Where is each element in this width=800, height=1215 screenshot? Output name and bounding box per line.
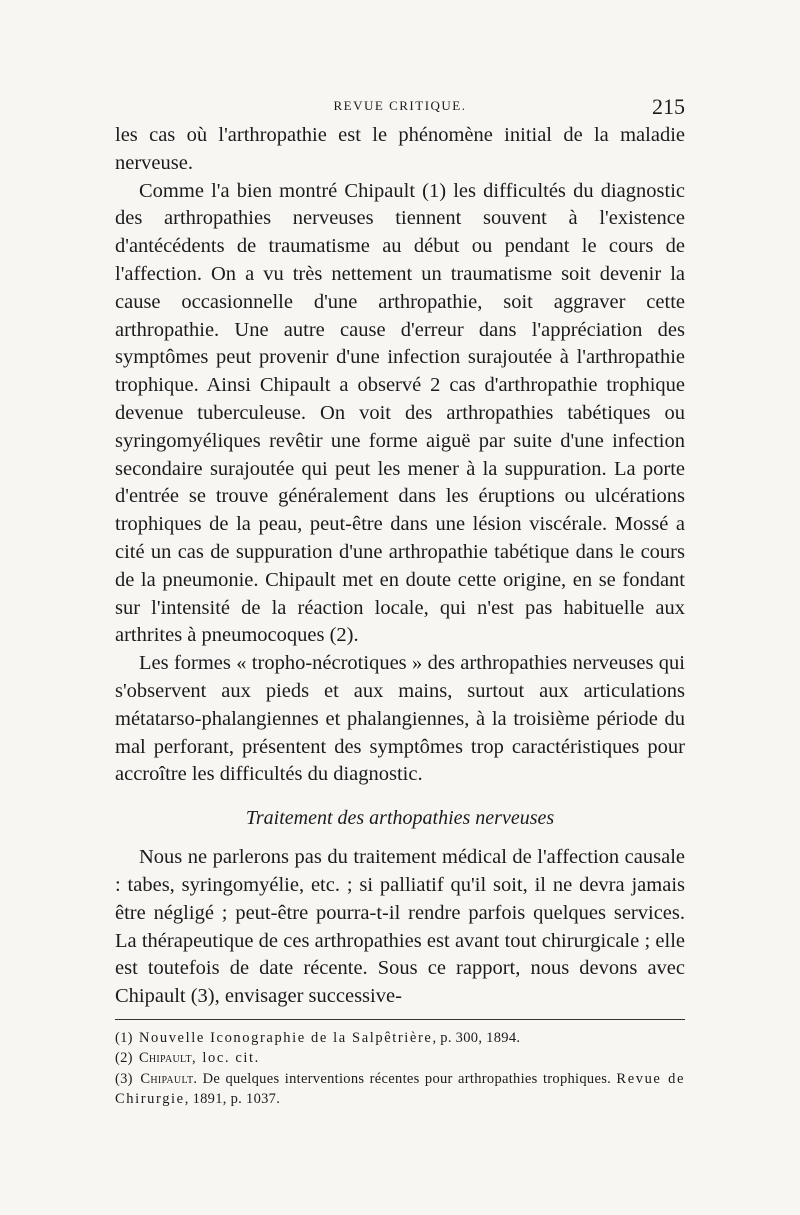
body-text-continued [115, 844, 685, 1011]
footnote-number: (1) [115, 1029, 133, 1046]
footnotes [115, 1019, 685, 1110]
page-number: 215 [652, 94, 685, 119]
footnote-text: . De quelques interventions récentes pour arthropathies trophiques. [193, 1070, 617, 1087]
footnote [115, 1069, 685, 1110]
paragraph: Nous ne parlerons pas du traitement médical de l'affection causale : tabes, syringomyélie, etc. ; si palliatif qu'il soit, il ne devra jamais être négligé ; peut-être pourra-t-il rendre parfois quelques services. La thérapeutique de ces arthropathies est avant tout chirurgicale ; elle est toutefois de date récente. Sous ce rapport, nous devons avec Chipault (3), envisager successive- [115, 846, 685, 1008]
paragraph: les cas où l'arthropathie est le phénomène initial de la maladie nerveuse. [115, 124, 685, 174]
footnote-text: , loc. cit. [191, 1050, 260, 1067]
footnote-author: Chipault [138, 1050, 192, 1067]
footnote-author: Chipault [140, 1070, 194, 1087]
paragraph: Comme l'a bien montré Chipault (1) les difficultés du diagnostic des arthropathies nerveuses tiennent souvent à l'existence d'antécédents de traumatisme au début ou pendant le cours de l'affection. On a vu très nettement un traumatisme soit devenir la cause occasionnelle d'une arthropathie, soit aggraver cette arthropathie. Une autre cause d'erreur dans l'appréciation des symptômes peut provenir d'une infection surajoutée à l'arthropathie trophique. Ainsi Chipault a observé 2 cas d'arthropathie trophique devenue tuberculeuse. On voit des arthropathies tabétiques ou syringomyéliques revêtir une forme aiguë par suite d'une infection secondaire surajoutée qui peut les mener à la suppuration. La porte d'entrée se trouve généralement dans les éruptions ou ulcérations trophiques de la peau, peut-être dans une lésion viscérale. Mossé a cité un cas de suppuration d'une arthropathie tabétique dans le cours de la pneumonie. Chipault met en doute cette origine, en se fondant sur l'intensité de la réaction locale, qui n'est pas habituelle aux arthrites à pneumocoques (2). [115, 179, 685, 647]
footnote [115, 1028, 685, 1049]
footnote-source-title: Nouvelle Iconographie de la Salpêtrière [138, 1029, 433, 1046]
body-text [115, 122, 685, 789]
section-title: Traitement des arthopathies nerveuses [245, 807, 555, 830]
footnote-number: (2) [115, 1050, 133, 1067]
running-head: REVUE CRITIQUE. [333, 98, 467, 113]
footnote-text: , p. 300, 1894. [432, 1029, 521, 1046]
footnote-text: , 1891, p. 1037. [184, 1091, 281, 1108]
footnote-source-title: Revue de Chirurgie [115, 1070, 685, 1108]
page [115, 94, 685, 1110]
footnote [115, 1048, 685, 1069]
footnote-number: (3) [115, 1070, 133, 1087]
paragraph: Les formes « tropho-nécrotiques » des arthropathies nerveuses qui s'observent aux pieds et aux mains, surtout aux articulations métatarso-phalangiennes et phalangiennes, à la troisième période du mal perforant, présentent des symptômes trop caractéristiques pour accroître les difficultés du diagnostic. [115, 652, 685, 786]
page-header [115, 94, 685, 122]
